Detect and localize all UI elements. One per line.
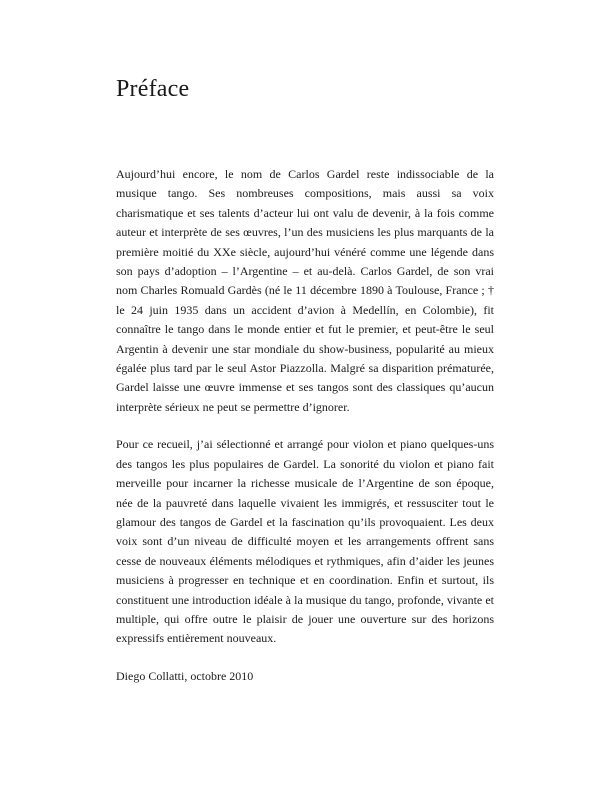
- paragraph-2: Pour ce recueil, j’ai sélectionné et arrangé pour violon et piano quelques-uns des tangos les plus populaires de Gardel. La sonorité du violon et piano fait merveille pour incarner la richesse musicale de l’Argentine de son époque, née de la pauvreté dans laquelle vivaient les immigrés, et ressusciter tout le glamour des tangos de Gardel et la fascination qu’ils provoquaient. Les deux voix sont d’un niveau de difficulté moyen et les arrangements offrent sans cesse de nouveaux éléments mélodiques et rythmiques, afin d’aider les jeunes musiciens à progresser en technique et en coordination. Enfin et surtout, ils constituent une introduction idéale à la musique du tango, profonde, vivante et multiple, qui offre outre le plaisir de jouer une ouverture sur des horizons expressifs entièrement nouveaux.: [116, 437, 494, 646]
- page-title: Préface: [116, 76, 190, 102]
- signature: Diego Collatti, octobre 2010: [116, 668, 254, 683]
- preface-body: [116, 165, 494, 686]
- paragraph-1: Aujourd’hui encore, le nom de Carlos Gardel reste indissociable de la musique tango. Ses nombreuses compositions, mais aussi sa voix charismatique et ses talents d’acteur lui ont valu de devenir, à la fois comme auteur et interprète de ses œuvres, l’un des musiciens les plus marquants de la première moitié du XXe siècle, aujourd’hui vénéré comme une légende dans son pays d’adoption – l’Argentine – et au-delà. Carlos Gardel, de son vrai nom Charles Romuald Gardès (né le 11 décembre 1890 à Toulouse, France ; † le 24 juin 1935 dans un accident d’avion à Medellín, en Colombie), fit connaître le tango dans le monde entier et fut le premier, et peut-être le seul Argentin à devenir une star mondiale du show-business, popularité au mieux égalée plus tard par le seul Astor Piazzolla. Malgré sa disparition prématurée, Gardel laisse une œuvre immense et ses tangos sont des classiques qu’aucun interprète sérieux ne peut se permettre d’ignorer.: [116, 167, 494, 414]
